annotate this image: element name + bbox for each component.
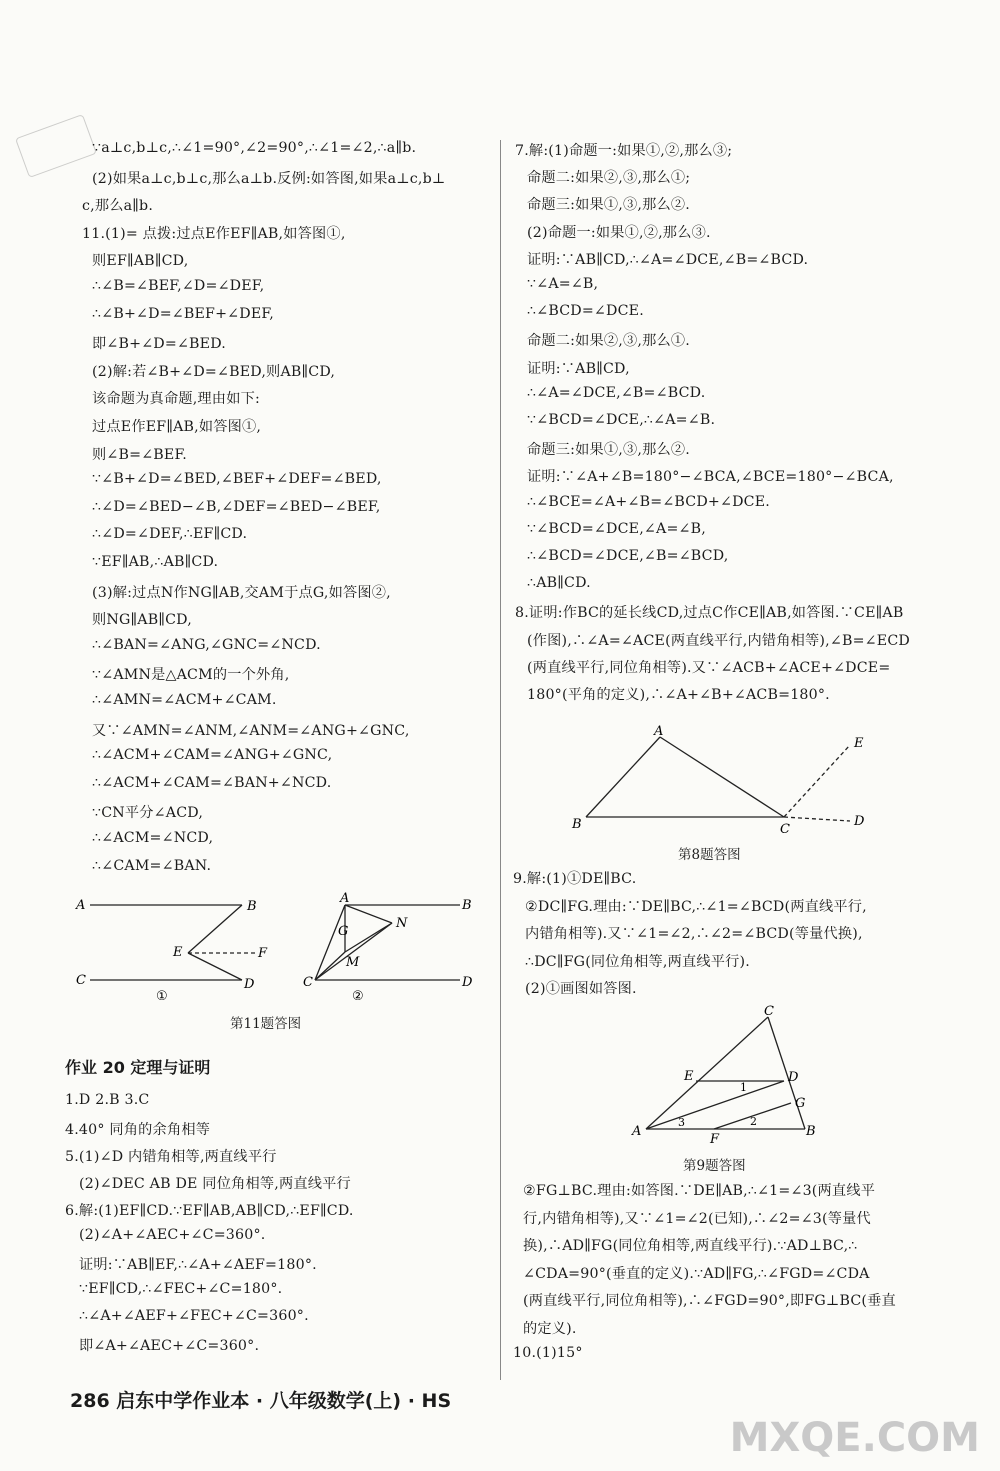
text-line: ∴DC∥FG(同位角相等,两直线平行).: [525, 953, 750, 970]
text-line: ∴∠B=∠BEF,∠D=∠DEF,: [92, 278, 265, 294]
text-line: 证明:∵AB∥CD,: [527, 360, 630, 377]
text-line: ∴∠D=∠DEF,∴EF∥CD.: [92, 526, 248, 543]
text-line: ∴∠A=∠DCE,∠B=∠BCD.: [527, 384, 706, 401]
fig11-label-B: B: [247, 899, 257, 914]
text-line: ∴∠D=∠BED−∠B,∠DEF=∠BED−∠BEF,: [92, 498, 381, 515]
text-line: 证明:∵∠A+∠B=180°−∠BCA,∠BCE=180°−∠BCA,: [527, 469, 894, 486]
text-line: 该命题为真命题,理由如下:: [92, 391, 260, 408]
fig11-label-D2: D: [462, 975, 473, 990]
text-line: 命题二:如果②,③,那么①;: [527, 170, 691, 187]
text-line: ∵∠A=∠B,: [527, 276, 599, 292]
text-line: ∴∠B+∠D=∠BEF+∠DEF,: [92, 305, 274, 322]
text-line: ∴∠BAN=∠ANG,∠GNC=∠NCD.: [92, 636, 321, 653]
fig9-label-2: 2: [750, 1115, 757, 1128]
text-line: 9.解:(1)①DE∥BC.: [513, 871, 637, 887]
fig9-label-3: 3: [678, 1116, 685, 1129]
fig9-label-D: D: [788, 1070, 799, 1085]
text-line: ∵a⊥c,b⊥c,∴∠1=90°,∠2=90°,∴∠1=∠2,∴a∥b.: [92, 140, 417, 156]
fig11-label-D: D: [244, 977, 255, 992]
text-line: (3)解:过点N作NG∥AB,交AM于点G,如答图②,: [92, 584, 391, 601]
text-line: 又∵∠AMN=∠ANM,∠ANM=∠ANG+∠GNC,: [92, 722, 410, 739]
fig11-label-A2: A: [340, 891, 350, 906]
text-line: ∵∠BCD=∠DCE,∠A=∠B,: [527, 520, 706, 537]
text-line: (2)∠A+∠AEC+∠C=360°.: [79, 1227, 266, 1243]
fig9-caption: 第9题答图: [683, 1158, 746, 1174]
text-line: ∴∠ACM+∠CAM=∠ANG+∠GNC,: [92, 747, 333, 764]
text-line: 命题三:如果①,③,那么②.: [527, 442, 690, 459]
figure-11: [70, 890, 490, 1000]
fig11-caption: 第11题答图: [230, 1016, 302, 1032]
text-line: 的定义).: [523, 1320, 577, 1337]
fig11-label-N: N: [396, 916, 408, 931]
text-line: 内错角相等).又∵∠1=∠2,∴∠2=∠BCD(等量代换),: [525, 926, 863, 942]
text-line: ②DC∥FG.理由:∵DE∥BC,∴∠1=∠BCD(两直线平行,: [525, 898, 867, 915]
text-line: ∠CDA=90°(垂直的定义).∵AD∥FG,∴∠FGD=∠CDA: [523, 1265, 870, 1282]
fig11-label-E: E: [173, 945, 183, 960]
text-line: ∴∠AMN=∠ACM+∠CAM.: [92, 692, 277, 708]
text-line: 命题二:如果②,③,那么①.: [527, 333, 690, 350]
text-line: (2)①画图如答图.: [525, 981, 637, 997]
figure-9: [628, 1005, 828, 1145]
text-line: 则∠B=∠BEF.: [92, 446, 188, 463]
text-line: ∵∠AMN是△ACM的一个外角,: [92, 667, 290, 684]
text-line: ∴∠BCD=∠DCE,∠B=∠BCD,: [527, 548, 729, 564]
fig11-label-n1: ①: [156, 989, 168, 1000]
text-line: ∵CN平分∠ACD,: [92, 805, 204, 822]
text-line: 则EF∥AB∥CD,: [92, 253, 189, 270]
fig11-label-M: M: [346, 955, 360, 970]
corner-stamp: [15, 114, 97, 178]
text-line: ∴∠A+∠AEF+∠FEC+∠C=360°.: [79, 1308, 309, 1324]
fig8-label-E: E: [854, 736, 864, 751]
text-line: ∵EF∥AB,∴AB∥CD.: [92, 554, 219, 570]
text-line: (作图),∴∠A=∠ACE(两直线平行,内错角相等),∠B=∠ECD: [527, 632, 910, 649]
fig11-label-A: A: [76, 898, 86, 913]
text-line: c,那么a∥b.: [82, 198, 154, 215]
figure-8: [560, 725, 880, 835]
text-line: 即∠A+∠AEC+∠C=360°.: [79, 1338, 260, 1354]
fig8-label-D: D: [854, 814, 865, 829]
text-line: 11.(1)= 点拨:过点E作EF∥AB,如答图①,: [82, 225, 346, 242]
page-footer: 286 启东中学作业本 · 八年级数学(上) · HS: [70, 1390, 452, 1412]
watermark: MXQE.COM: [729, 1415, 980, 1461]
fig8-label-A: A: [654, 725, 664, 739]
text-line: (两直线平行,同位角相等),∴∠FGD=90°,即FG⊥BC(垂直: [523, 1293, 896, 1309]
text-line: ②FG⊥BC.理由:如答图.∵DE∥AB,∴∠1=∠3(两直线平: [523, 1183, 876, 1199]
text-line: 过点E作EF∥AB,如答图①,: [92, 419, 262, 435]
text-line: (两直线平行,同位角相等).又∵∠ACB+∠ACE+∠DCE=: [527, 659, 891, 676]
text-line: 即∠B+∠D=∠BED.: [92, 336, 226, 353]
fig11-label-F: F: [258, 946, 268, 961]
fig11-label-C: C: [76, 973, 86, 988]
text-line: ∵∠BCD=∠DCE,∴∠A=∠B.: [527, 412, 716, 428]
section-title: 作业 20 定理与证明: [65, 1058, 211, 1077]
text-line: 6.解:(1)EF∥CD.∵EF∥AB,AB∥CD,∴EF∥CD.: [65, 1203, 354, 1219]
fig9-label-C: C: [764, 1005, 774, 1019]
text-line: 10.(1)15°: [513, 1345, 583, 1361]
fig8-label-B: B: [572, 817, 582, 832]
text-line: 命题三:如果①,③,那么②.: [527, 197, 690, 214]
text-line: 则NG∥AB∥CD,: [92, 612, 192, 629]
fig11-label-G: G: [338, 924, 349, 939]
fig9-label-A: A: [632, 1124, 642, 1139]
text-line: ∵EF∥CD,∴∠FEC+∠C=180°.: [79, 1281, 283, 1297]
text-line: ∴∠ACM=∠NCD,: [92, 830, 214, 846]
fig11-label-n2: ②: [352, 989, 364, 1000]
text-line: 7.解:(1)命题一:如果①,②,那么③;: [515, 143, 733, 159]
text-line: 行,内错角相等),又∵∠1=∠2(已知),∴∠2=∠3(等量代: [523, 1210, 871, 1227]
text-line: 180°(平角的定义),∴∠A+∠B+∠ACB=180°.: [527, 687, 830, 703]
text-line: 1.D 2.B 3.C: [65, 1092, 150, 1108]
text-line: (2)解:若∠B+∠D=∠BED,则AB∥CD,: [92, 363, 336, 380]
text-line: 证明:∵AB∥CD,∴∠A=∠DCE,∠B=∠BCD.: [527, 251, 809, 268]
fig11-label-B2: B: [462, 898, 472, 913]
fig9-label-G: G: [795, 1096, 806, 1111]
fig11-label-C2: C: [303, 975, 313, 990]
fig9-label-F: F: [710, 1132, 720, 1145]
fig8-caption: 第8题答图: [678, 847, 741, 863]
text-line: ∴AB∥CD.: [527, 575, 591, 592]
text-line: 换),∴AD∥FG(同位角相等,两直线平行).∵AD⊥BC,∴: [523, 1238, 858, 1254]
text-line: (2)命题一:如果①,②,那么③.: [527, 224, 711, 241]
text-line: ∴∠ACM+∠CAM=∠BAN+∠NCD.: [92, 774, 332, 791]
fig8-label-C: C: [780, 822, 790, 835]
text-line: 8.证明:作BC的延长线CD,过点C作CE∥AB,如答图.∵CE∥AB: [515, 605, 904, 622]
text-line: ∵∠B+∠D=∠BED,∠BEF+∠DEF=∠BED,: [92, 471, 382, 488]
text-line: 4.40° 同角的余角相等: [65, 1122, 211, 1138]
text-line: ∴∠BCD=∠DCE.: [527, 303, 644, 320]
fig9-label-B: B: [806, 1124, 816, 1139]
text-line: ∴∠CAM=∠BAN.: [92, 857, 212, 874]
column-divider: [500, 140, 501, 1380]
text-line: 5.(1)∠D 内错角相等,两直线平行: [65, 1149, 277, 1165]
fig9-label-E: E: [684, 1069, 694, 1084]
text-line: ∴∠BCE=∠A+∠B=∠BCD+∠DCE.: [527, 493, 771, 510]
text-line: 证明:∵AB∥EF,∴∠A+∠AEF=180°.: [79, 1257, 317, 1273]
fig9-label-1: 1: [740, 1081, 747, 1094]
text-line: (2)如果a⊥c,b⊥c,那么a⊥b.反例:如答图,如果a⊥c,b⊥: [92, 170, 446, 187]
text-line: (2)∠DEC AB DE 同位角相等,两直线平行: [79, 1176, 351, 1192]
